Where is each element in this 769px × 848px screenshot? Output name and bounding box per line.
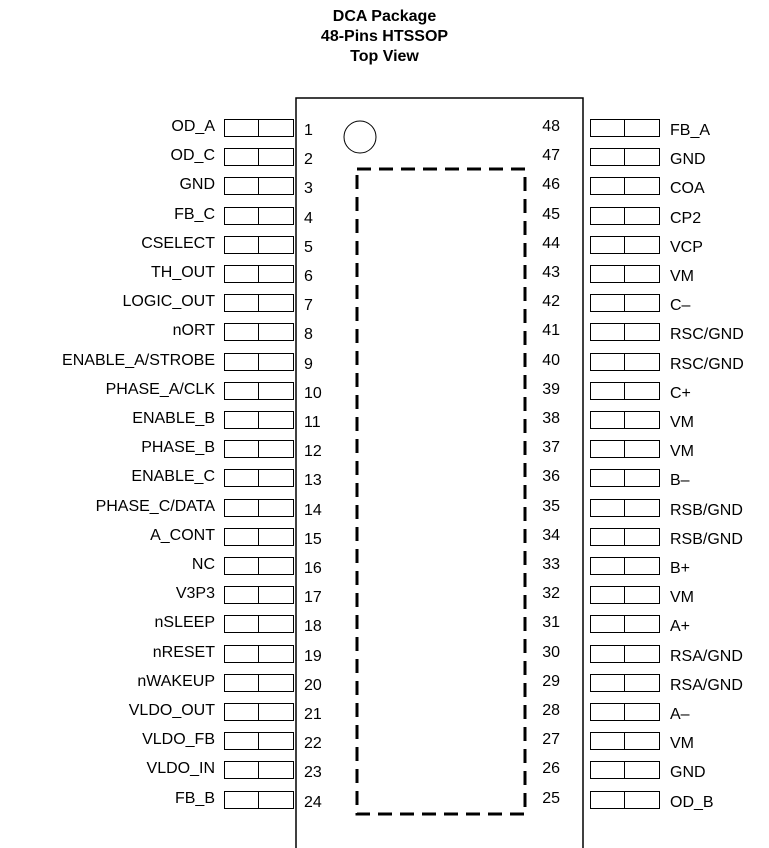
pin-name-42: C– (670, 297, 691, 314)
pin-pad-20 (224, 674, 294, 692)
pin-pad-38 (590, 411, 660, 429)
pin-pad-divider (624, 178, 625, 194)
pin-number-32: 32 (542, 585, 560, 602)
pin-name-14: PHASE_C/DATA (95, 498, 215, 515)
pin-pad-40 (590, 353, 660, 371)
pin-number-44: 44 (542, 235, 560, 252)
pin-pad-divider (258, 646, 259, 662)
package-title-line2: 48-Pins HTSSOP (320, 28, 449, 45)
pin-pad-9 (224, 353, 294, 371)
pin-pad-46 (590, 177, 660, 195)
pin-number-33: 33 (542, 556, 560, 573)
pin-name-47: GND (670, 151, 706, 168)
pin-name-28: A– (670, 706, 690, 723)
pin-pad-1 (224, 119, 294, 137)
pin-pad-divider (624, 529, 625, 545)
pin-number-2: 2 (304, 151, 313, 168)
pin-pad-18 (224, 615, 294, 633)
pin-pad-42 (590, 294, 660, 312)
pin-pad-divider (258, 354, 259, 370)
pin-name-16: NC (191, 556, 215, 573)
pin-number-43: 43 (542, 264, 560, 281)
pin-pad-37 (590, 440, 660, 458)
pin-name-40: RSC/GND (670, 356, 744, 373)
pin-pad-divider (258, 675, 259, 691)
pin-pad-divider (258, 149, 259, 165)
pin-number-10: 10 (304, 385, 322, 402)
pin-pad-divider (258, 733, 259, 749)
pin-pad-4 (224, 207, 294, 225)
pin-number-48: 48 (542, 118, 560, 135)
pin-pad-22 (224, 732, 294, 750)
pin-pad-divider (258, 208, 259, 224)
pin-pad-divider (624, 558, 625, 574)
pin-pad-divider (258, 266, 259, 282)
pin-pad-divider (624, 733, 625, 749)
pin-name-32: VM (670, 589, 694, 606)
pin-pad-divider (624, 616, 625, 632)
pin-pad-11 (224, 411, 294, 429)
pin-number-17: 17 (304, 589, 322, 606)
pin-pad-44 (590, 236, 660, 254)
pin-pad-divider (624, 324, 625, 340)
pin-name-5: CSELECT (141, 235, 215, 252)
pin-pad-7 (224, 294, 294, 312)
pin-pad-divider (258, 529, 259, 545)
pin-number-19: 19 (304, 648, 322, 665)
pin-number-14: 14 (304, 502, 322, 519)
pin-pad-divider (624, 441, 625, 457)
pin-number-29: 29 (542, 673, 560, 690)
pin-name-18: nSLEEP (154, 614, 215, 631)
pin1-marker (344, 121, 376, 153)
pin-name-24: FB_B (174, 790, 215, 807)
pin-pad-divider (258, 295, 259, 311)
pin-pad-divider (624, 500, 625, 516)
pin-name-7: LOGIC_OUT (122, 293, 215, 310)
pin-number-12: 12 (304, 443, 322, 460)
pin-number-26: 26 (542, 760, 560, 777)
pin-number-22: 22 (304, 735, 322, 752)
pin-name-27: VM (670, 735, 694, 752)
pin-number-7: 7 (304, 297, 313, 314)
pin-pad-divider (258, 383, 259, 399)
pin-number-36: 36 (542, 468, 560, 485)
pin-pad-divider (624, 792, 625, 808)
pin-pad-3 (224, 177, 294, 195)
pin-pad-divider (258, 762, 259, 778)
pin-pad-8 (224, 323, 294, 341)
pin-name-33: B+ (670, 560, 691, 577)
pin-name-2: OD_C (170, 147, 215, 164)
pin-name-3: GND (179, 176, 215, 193)
pin-number-30: 30 (542, 644, 560, 661)
pin-pad-28 (590, 703, 660, 721)
pin-name-48: FB_A (670, 122, 711, 139)
pin-name-35: RSB/GND (670, 502, 743, 519)
pin-pad-divider (624, 675, 625, 691)
pin-number-23: 23 (304, 764, 322, 781)
pin-pad-10 (224, 382, 294, 400)
pin-number-38: 38 (542, 410, 560, 427)
pin-pad-divider (624, 120, 625, 136)
pin-number-24: 24 (304, 794, 322, 811)
pin-pad-divider (624, 704, 625, 720)
pin-pad-35 (590, 499, 660, 517)
pin-number-45: 45 (542, 206, 560, 223)
pin-number-42: 42 (542, 293, 560, 310)
pin-name-30: RSA/GND (670, 648, 743, 665)
pin-pad-divider (258, 324, 259, 340)
pin-pad-divider (624, 646, 625, 662)
pin-number-5: 5 (304, 239, 313, 256)
pin-pad-divider (258, 120, 259, 136)
pin-pad-24 (224, 791, 294, 809)
pin-number-40: 40 (542, 352, 560, 369)
pin-name-10: PHASE_A/CLK (105, 381, 215, 398)
pin-pad-23 (224, 761, 294, 779)
pin-pad-5 (224, 236, 294, 254)
pin-name-23: VLDO_IN (146, 760, 215, 777)
pin-name-19: nRESET (152, 644, 215, 661)
pin-pad-divider (258, 587, 259, 603)
pin-pad-17 (224, 586, 294, 604)
pin-pad-divider (258, 616, 259, 632)
pin-pad-divider (624, 587, 625, 603)
pin-name-20: nWAKEUP (137, 673, 215, 690)
pin-number-46: 46 (542, 176, 560, 193)
pin-pad-34 (590, 528, 660, 546)
pin-pad-divider (624, 208, 625, 224)
pin-number-21: 21 (304, 706, 322, 723)
pin-pad-14 (224, 499, 294, 517)
pin-pad-divider (258, 500, 259, 516)
pin-name-4: FB_C (174, 206, 215, 223)
pin-pad-25 (590, 791, 660, 809)
pin-name-31: A+ (670, 618, 691, 635)
pin-pad-divider (258, 558, 259, 574)
pin-pad-divider (624, 762, 625, 778)
pin-number-39: 39 (542, 381, 560, 398)
pin-name-25: OD_B (670, 794, 714, 811)
pin-pad-13 (224, 469, 294, 487)
pin-pad-divider (624, 412, 625, 428)
pin-name-29: RSA/GND (670, 677, 743, 694)
pin-number-20: 20 (304, 677, 322, 694)
pin-name-9: ENABLE_A/STROBE (62, 352, 215, 369)
pin-number-25: 25 (542, 790, 560, 807)
pin-pad-2 (224, 148, 294, 166)
pin-pad-31 (590, 615, 660, 633)
pin-pad-divider (624, 266, 625, 282)
pin-pad-16 (224, 557, 294, 575)
pin-number-11: 11 (304, 414, 321, 431)
pin-name-8: nORT (172, 322, 215, 339)
pin-pad-32 (590, 586, 660, 604)
pin-number-28: 28 (542, 702, 560, 719)
pin-pad-12 (224, 440, 294, 458)
package-title-line1: DCA Package (332, 8, 437, 25)
pin-number-8: 8 (304, 326, 313, 343)
pin-pad-divider (258, 704, 259, 720)
pin-pad-divider (624, 237, 625, 253)
pin-name-37: VM (670, 443, 694, 460)
pin-pad-divider (624, 383, 625, 399)
pin-name-43: VM (670, 268, 694, 285)
pin-pad-divider (258, 237, 259, 253)
thermal-pad-outline (357, 169, 525, 814)
pin-pad-29 (590, 674, 660, 692)
pin-name-1: OD_A (171, 118, 215, 135)
pin-name-38: VM (670, 414, 694, 431)
pin-number-41: 41 (542, 322, 560, 339)
pin-number-4: 4 (304, 210, 313, 227)
pin-number-27: 27 (542, 731, 560, 748)
pin-name-34: RSB/GND (670, 531, 743, 548)
pin-pad-33 (590, 557, 660, 575)
pin-pad-divider (258, 792, 259, 808)
pin-pad-divider (624, 470, 625, 486)
pin-name-15: A_CONT (150, 527, 215, 544)
pin-pad-21 (224, 703, 294, 721)
pin-name-44: VCP (670, 239, 703, 256)
pin-pad-15 (224, 528, 294, 546)
pin-name-36: B– (670, 472, 690, 489)
pin-name-39: C+ (670, 385, 691, 402)
pin-name-12: PHASE_B (141, 439, 215, 456)
pin-name-21: VLDO_OUT (128, 702, 215, 719)
pin-name-11: ENABLE_B (132, 410, 215, 427)
pin-pad-47 (590, 148, 660, 166)
pin-number-47: 47 (542, 147, 560, 164)
pin-pad-39 (590, 382, 660, 400)
pin-number-35: 35 (542, 498, 560, 515)
pin-pad-48 (590, 119, 660, 137)
pin-pad-26 (590, 761, 660, 779)
pin-number-18: 18 (304, 618, 322, 635)
pin-pad-19 (224, 645, 294, 663)
pin-number-37: 37 (542, 439, 560, 456)
pin-pad-27 (590, 732, 660, 750)
pin-pad-36 (590, 469, 660, 487)
pin-number-31: 31 (542, 614, 560, 631)
pin-pad-45 (590, 207, 660, 225)
pin-number-15: 15 (304, 531, 322, 548)
pin-pad-divider (624, 149, 625, 165)
pin-pad-divider (258, 441, 259, 457)
pin-name-22: VLDO_FB (142, 731, 215, 748)
pin-number-1: 1 (304, 122, 313, 139)
pin-number-9: 9 (304, 356, 313, 373)
pin-name-17: V3P3 (175, 585, 215, 602)
pin-pad-divider (624, 295, 625, 311)
pin-name-41: RSC/GND (670, 326, 744, 343)
pin-number-13: 13 (304, 472, 322, 489)
pin-number-16: 16 (304, 560, 322, 577)
pin-pad-41 (590, 323, 660, 341)
pin-number-34: 34 (542, 527, 560, 544)
pin-pad-divider (624, 354, 625, 370)
pin-pad-30 (590, 645, 660, 663)
pin-number-6: 6 (304, 268, 313, 285)
pin-pad-divider (258, 178, 259, 194)
pin-pad-6 (224, 265, 294, 283)
pin-pad-43 (590, 265, 660, 283)
pin-pad-divider (258, 470, 259, 486)
package-title-line3: Top View (350, 48, 419, 65)
pin-name-46: COA (670, 180, 705, 197)
pin-name-13: ENABLE_C (131, 468, 215, 485)
pin-name-45: CP2 (670, 210, 702, 227)
pin-name-26: GND (670, 764, 706, 781)
pin-pad-divider (258, 412, 259, 428)
pin-number-3: 3 (304, 180, 313, 197)
pin-name-6: TH_OUT (151, 264, 215, 281)
